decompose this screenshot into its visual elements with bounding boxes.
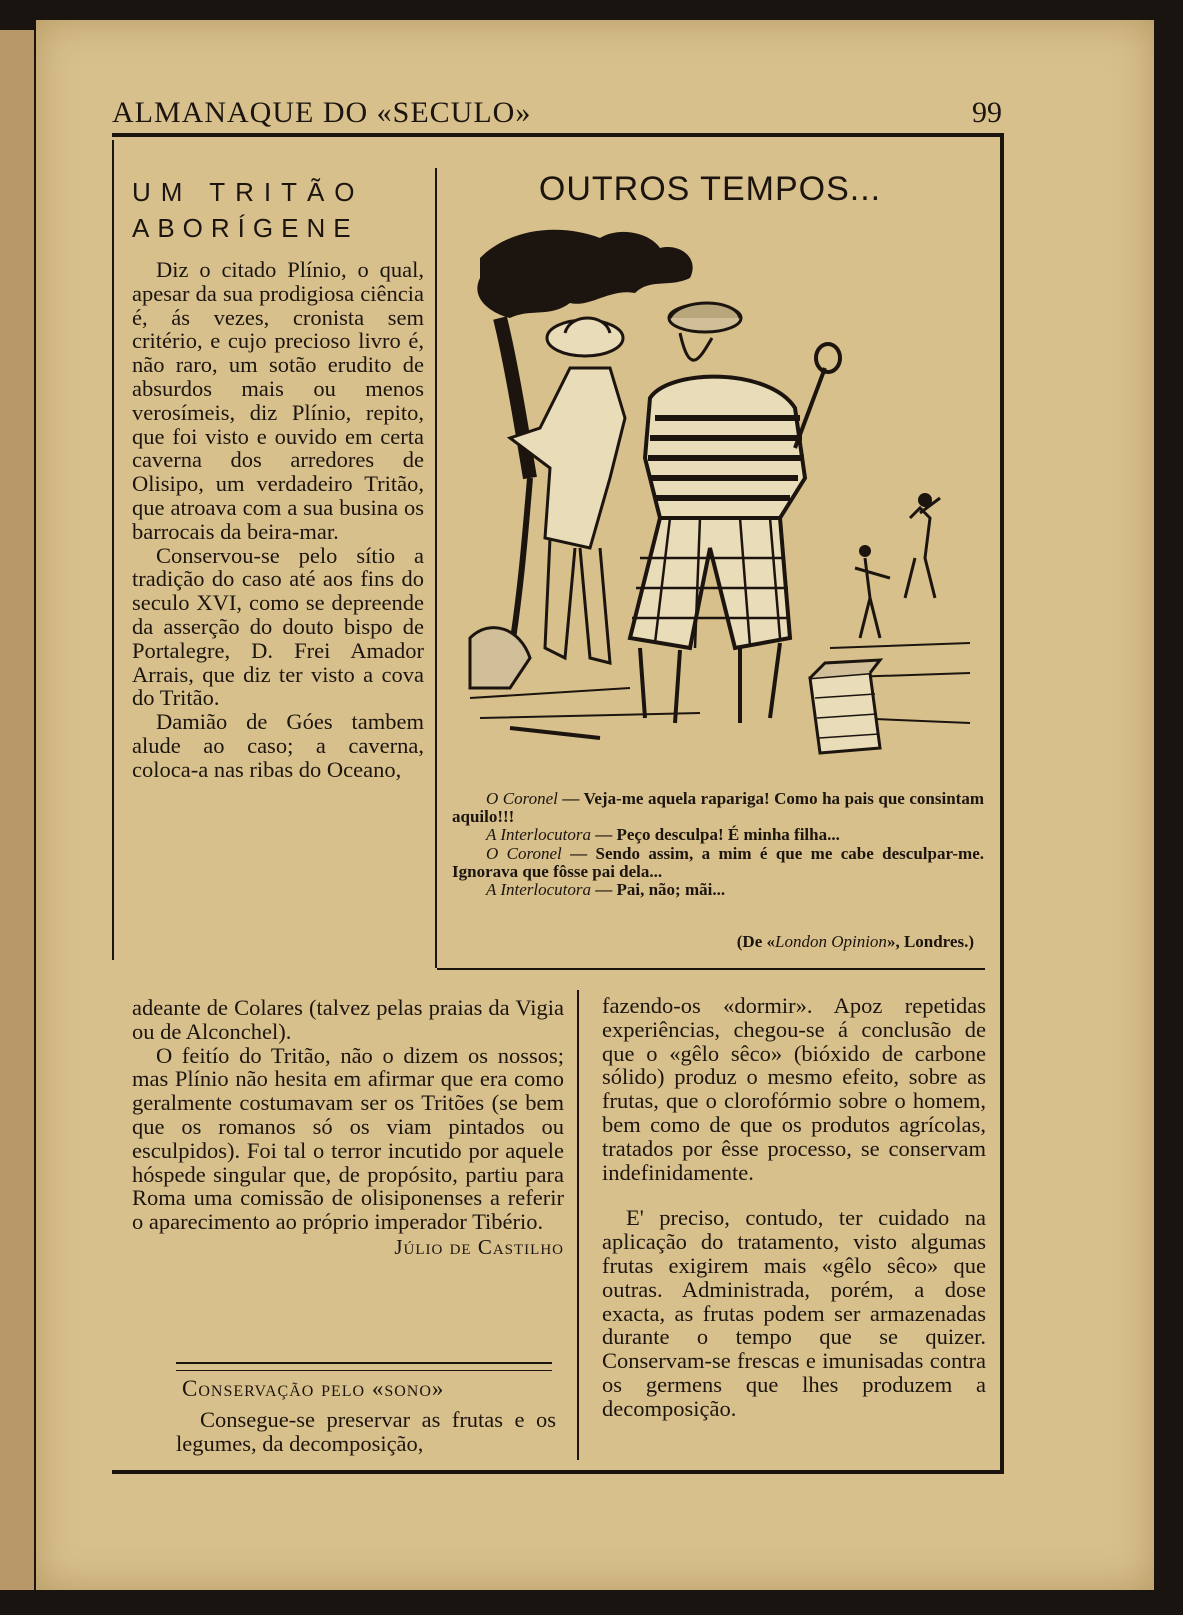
frame-rule-bottom xyxy=(112,1470,1004,1474)
credit-suffix: », Londres.) xyxy=(886,932,974,951)
dialogue-line xyxy=(452,826,984,844)
adjacent-page-edge xyxy=(0,30,34,1590)
article2-body-left xyxy=(176,1408,556,1456)
credit-prefix: (De « xyxy=(736,932,775,951)
article-body-wide xyxy=(132,996,564,1260)
column-divider-lower xyxy=(577,990,579,1460)
article2-body-right xyxy=(602,994,986,1421)
golf-cartoon-illustration xyxy=(450,218,978,778)
author-signature: Júlio de Castilho xyxy=(394,1234,564,1259)
credit-publication: London Opinion xyxy=(775,932,887,951)
paragraph: Diz o citado Plínio, o qual, apesar da sua prodigiosa ciência é, ás vezes, cronista sem critério, e cujo precioso livro é, não raro, um sotão erudito de absurdos mais ou menos verosímeis, diz Plínio, repito, que foi visto e ouvido em certa caverna dos arredores de Olisipo, um verdadeiro Tritão, que atroava com a sua busina os barrocais da beira-mar. xyxy=(132,257,424,544)
speaker: A Interlocutora xyxy=(486,825,591,845)
paragraph: E' preciso, contudo, ter cuidado na aplicação do tratamento, visto algumas frutas exigirem mais «gêlo sêco» que outras. Administrada, porém, a dose exacta, as frutas podem ser armazenadas durante o tempo que se quizer. Conservam-se frescas e imunisadas contra os germens que lhes produzem a decomposição. xyxy=(602,1205,986,1421)
paragraph: fazendo-os «dormir». Apoz repetidas experiências, chegou-se á conclusão de que o «gêlo sêco» (bióxido de carbone sólido) produz o mesmo efeito, sobre as frutas, que o clorofórmio sobre o homem, bem como de que os produtos agrícolas, tratados por êsse processo, se conservam indefinidamente. xyxy=(602,993,986,1185)
article-body-narrow xyxy=(132,258,424,782)
cartoon-credit xyxy=(452,932,974,952)
dialogue-line xyxy=(452,790,984,826)
dialogue-line xyxy=(452,881,984,899)
line-text: — Veja-me aquela rapariga! Como ha pais que consintam aquilo!!! xyxy=(452,789,984,827)
paragraph: Conservou-se pelo sítio a tradição do caso até aos fins do seculo XVI, como se depreende da asserção do douto bispo de Portalegre, D. Frei Amador Arrais, que diz ter visto a cova do Tritão. xyxy=(132,542,424,711)
article-title-line1: UM TRITÃO xyxy=(132,177,365,207)
running-head xyxy=(112,80,1002,130)
page-number: 99 xyxy=(972,96,1002,129)
line-text: — Peço desculpa! É minha filha... xyxy=(590,825,840,845)
speaker: A Interlocutora xyxy=(486,880,591,900)
paragraph: adeante de Colares (talvez pelas praias da Vigia ou de Alconchel). xyxy=(132,995,564,1044)
section-separator xyxy=(176,1362,552,1371)
cartoon-box-bottom-rule xyxy=(437,968,985,970)
cartoon-dialogue xyxy=(452,790,984,899)
cartoon-heading: OUTROS TEMPOS... xyxy=(538,170,882,208)
line-text: — Sendo assim, a mim é que me cabe desculpar-me. Ignorava que fôsse pai dela... xyxy=(452,843,984,881)
frame-rule-right xyxy=(1000,133,1004,1473)
speaker: O Coronel xyxy=(486,843,562,863)
paragraph: Consegue-se preservar as frutas e os legumes, da decomposição, xyxy=(176,1407,556,1456)
paragraph: Damião de Góes tambem alude ao caso; a caverna, coloca-a nas ribas do Oceano, xyxy=(132,709,424,782)
article2-title: Conservação pelo «sono» xyxy=(182,1376,445,1401)
paragraph-spacer xyxy=(602,1184,986,1206)
paragraph: O feitío do Tritão, não o dizem os nossos; mas Plínio não hesita em afirmar que era como geralmente costumavam ser os Tritões (se bem que os romanos só os viam pintados ou esculpidos). Foi tal o terror incutido por aquele hóspede singular que, de propósito, partiu para Roma uma comissão de olisiponenses a referir o aparecimento ao próprio imperador Tibério. xyxy=(132,1042,564,1235)
running-title: ALMANAQUE DO «SECULO» xyxy=(112,96,532,129)
column-divider xyxy=(435,168,437,968)
line-text: — Pai, não; mãi... xyxy=(590,880,726,900)
speaker: O Coronel xyxy=(486,789,558,808)
frame-rule-top xyxy=(112,133,1004,137)
dialogue-line xyxy=(452,845,984,881)
frame-rule-left xyxy=(112,140,114,960)
article-title-line2: ABORÍGENE xyxy=(132,213,359,243)
